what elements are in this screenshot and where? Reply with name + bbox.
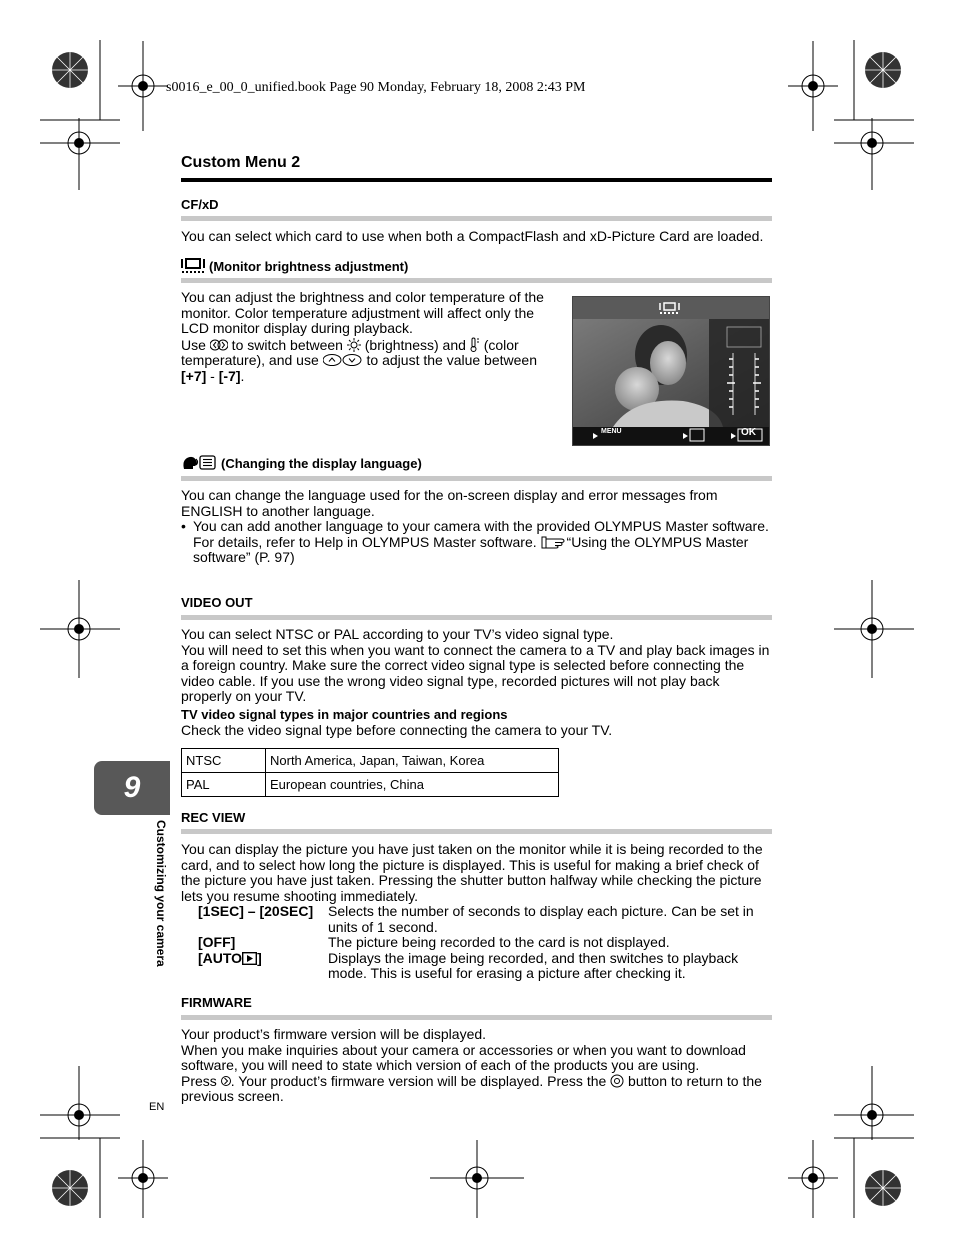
chapter-tab: 9 (94, 761, 170, 815)
table-cell: North America, Japan, Taiwan, Korea (266, 749, 559, 773)
title-rule (181, 178, 772, 182)
table-cell: European countries, China (266, 773, 559, 797)
language-title: (Changing the display language) (221, 455, 422, 471)
section-rule (181, 476, 772, 481)
option-row (198, 951, 776, 982)
monitor-brightness-icon (181, 258, 205, 274)
monitor-screen-graphic (573, 297, 769, 445)
section-rule (181, 615, 772, 620)
screen-ok-label: OK (741, 427, 756, 438)
monitor-body (181, 290, 563, 385)
video-out-title: VIDEO OUT (181, 595, 253, 610)
rec-view-body: You can display the picture you have just taken on the monitor while it is being recorded to the card, and to select how long the picture is displayed. This is useful for making a brief check of the picture you have just taken. Pressing the shutter button halfway while checking the picture lets you resume shooting immediately. (181, 841, 763, 904)
section-rule (181, 829, 772, 834)
screen-menu-label: MENU (601, 428, 622, 435)
language-body (181, 488, 773, 566)
page-title: Custom Menu 2 (181, 154, 301, 171)
reference-hand-icon (541, 536, 567, 549)
ok-button-icon (610, 1074, 624, 1088)
monitor-paragraph: You can adjust the brightness and color temperature of the monitor. Color temperature adjustment will affect only the LCD monitor display during playback. (181, 289, 544, 337)
table-row (182, 773, 559, 797)
color-temperature-icon (470, 337, 480, 352)
option-row (198, 904, 776, 935)
section-heading-cfxd (181, 197, 219, 212)
left-right-arrow-buttons-icon (210, 338, 228, 352)
monitor-title: (Monitor brightness adjustment) (209, 258, 409, 274)
language-bullet: • You can add another language to your camera with the provided OLYMPUS Master software. For details, refer to Help in OLYMPUS Master software. “Using the OLYMPUS Master software” (P. 97) (181, 519, 773, 566)
option-desc: Displays the image being recorded, and then switches to playback mode. This is useful for erasing a picture after checking it. (328, 949, 739, 982)
section-rule (181, 1015, 772, 1020)
table-cell: PAL (182, 773, 266, 797)
firmware-title: FIRMWARE (181, 995, 252, 1010)
table-cell: NTSC (182, 749, 266, 773)
firmware-instructions: Press . Your product’s firmware version will be displayed. Press the button to return to the previous screen. (181, 1072, 762, 1105)
monitor-screen-illustration (572, 296, 770, 446)
section-heading-firmware (181, 995, 252, 1010)
option-desc: The picture being recorded to the card is not displayed. (328, 934, 670, 951)
section-rule (181, 278, 772, 283)
bullet-mark: • (181, 518, 186, 535)
video-signal-subheading: TV video signal types in major countries and regions (181, 706, 508, 722)
book-header-line: s0016_e_00_0_unified.book Page 90 Monday, February 18, 2008 2:43 PM (166, 80, 586, 95)
option-term: [OFF] (198, 934, 236, 951)
section-heading-language (181, 455, 422, 471)
language-reference: For details, refer to Help in OLYMPUS Master software. “Using the OLYMPUS Master software” (P. 97) (193, 533, 749, 566)
up-down-arrow-buttons-icon (323, 353, 363, 367)
table-row (182, 749, 559, 773)
brightness-sun-icon (347, 338, 361, 352)
language-icon (181, 455, 217, 471)
option-desc: Selects the number of seconds to display each picture. Can be set in units of 1 second. (328, 903, 754, 935)
video-signal-table (181, 748, 559, 797)
section-heading-video-out (181, 595, 253, 610)
firmware-body: Your product’s firmware version will be displayed. When you make inquiries about your camera or accessories or when you want to download software, you will need to state which version of each of the products you are using. Press . Your product’s firmware version will be displayed. Press the button to return to the previous screen. (181, 1027, 773, 1105)
rec-view-options (198, 904, 776, 982)
option-row (198, 935, 776, 951)
section-heading-rec-view (181, 810, 245, 825)
cfxd-body: You can select which card to use when both a CompactFlash and xD-Picture Card are loaded. (181, 228, 764, 244)
language-paragraph: You can change the language used for the on-screen display and error messages from ENGLISH to another language. (181, 487, 718, 519)
section-rule (181, 216, 772, 221)
option-term: [1SEC] – [20SEC] (198, 903, 314, 919)
monitor-usage: Use to switch between (brightness) and (color temperature), and use to adjust the value between [+7] - [-7]. (181, 336, 537, 384)
section-heading-monitor (181, 258, 408, 274)
option-term: [AUTO ] (198, 949, 262, 966)
playback-icon (242, 952, 257, 965)
cfxd-title: CF/xD (181, 197, 219, 212)
right-arrow-button-icon (221, 1074, 231, 1088)
video-out-body: You can select NTSC or PAL according to your TV’s video signal type. You will need to set this when you want to connect the camera to a TV and play back images in a foreign country. Make sure the correct video signal type is selected before connecting the video cable. If you use the wrong video signal type, recorded pictures will not play back properly on your TV. TV video signal types in major countries and regions Check the video signal type before connecting the camera to your TV. (181, 627, 773, 738)
rec-view-title: REC VIEW (181, 810, 246, 825)
chapter-label: Customizing your camera (154, 820, 168, 967)
language-mark: EN (149, 1101, 165, 1113)
